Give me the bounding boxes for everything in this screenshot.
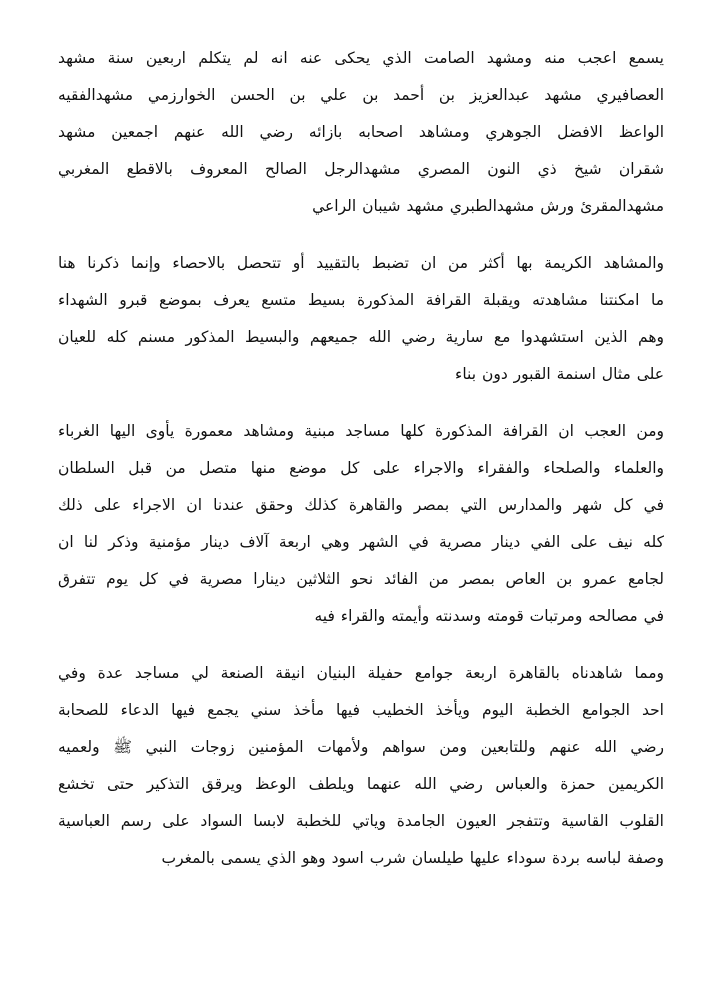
- text-line: وهم الذين استشهدوا مع سارية رضي الله جميعهم والبسيط المذكور مسنم كله للعيان: [58, 328, 664, 346]
- text-line: الكريمين حمزة والعباس رضي الله عنهما ويلطف الوعظ ويرقق التذكير حتى تخشع: [58, 775, 664, 793]
- text-line: احد الجوامع الخطبة اليوم ويأخذ الخطيب فيها مأخذ سني يجمع فيها الدعاء للصحابة: [58, 701, 664, 719]
- text-line: العصافيري مشهد عبدالعزيز بن أحمد بن علي بن الحسن الخوارزمي مشهدالفقيه: [58, 86, 664, 104]
- text-line: القلوب القاسية وتتفجر العيون الجامدة وياتي للخطبة لابسا السواد على رسم العباسية: [58, 812, 664, 830]
- paragraph-1: [58, 40, 664, 225]
- paragraph-4: [58, 655, 664, 877]
- text-line: وصفة لباسه بردة سوداء عليها طيلسان شرب اسود وهو الذي يسمى بالمغرب: [161, 849, 664, 867]
- text-line: ومما شاهدناه بالقاهرة اربعة جوامع حفيلة البنيان انيقة الصنعة لي مساجد عدة وفي: [58, 664, 664, 682]
- text-line: والمشاهد الكريمة بها أكثر من ان تضبط بالتقييد أو تتحصل بالاحصاء وإنما ذكرنا هنا: [58, 254, 664, 272]
- text-line: ما امكنتنا مشاهدته ويقبلة القرافة المذكورة بسيط متسع يعرف بموضع قبرو الشهداء: [58, 291, 664, 309]
- paragraph-2: [58, 245, 664, 393]
- text-line: ومن العجب ان القرافة المذكورة كلها مساجد مبنية ومشاهد معمورة يأوى اليها الغرباء: [58, 422, 664, 440]
- text-line: والعلماء والصلحاء والفقراء والاجراء على كل موضع منها متصل من قبل السلطان: [58, 459, 664, 477]
- text-line: على مثال اسنمة القبور دون بناء: [455, 365, 664, 383]
- text-line: في مصالحه ومرتبات قومته وسدنته وأيمته والقراء فيه: [314, 607, 664, 625]
- text-line: مشهدالمقرئ ورش مشهدالطبري مشهد شيبان الراعي: [312, 197, 664, 215]
- text-line: لجامع عمرو بن العاص بمصر من الفائد نحو الثلاثين دينارا مصرية في كل يوم تتفرق: [58, 570, 664, 588]
- text-line: رضي الله عنهم وللتابعين ومن سواهم ولأمهات المؤمنين زوجات النبي ﷺ ولعميه: [58, 738, 664, 756]
- text-line: كله نيف على الفي دينار مصرية في الشهر وهي اربعة آلاف دينار مؤمنية وذكر لنا ان: [58, 533, 664, 551]
- text-line: شقران شيخ ذي النون المصري مشهدالرجل الصالح المعروف بالاقطع المغربي: [58, 160, 664, 178]
- text-line: في كل شهر والمدارس التي بمصر والقاهرة كذلك وحقق عندنا ان الاجراء على ذلك: [58, 496, 664, 514]
- paragraph-3: [58, 413, 664, 635]
- text-line: الواعظ الافضل الجوهري ومشاهد اصحابه بازائه رضي الله عنهم اجمعين مشهد: [58, 123, 664, 141]
- text-line: يسمع اعجب منه ومشهد الصامت الذي يحكى عنه انه لم يتكلم اربعين سنة مشهد: [58, 49, 664, 67]
